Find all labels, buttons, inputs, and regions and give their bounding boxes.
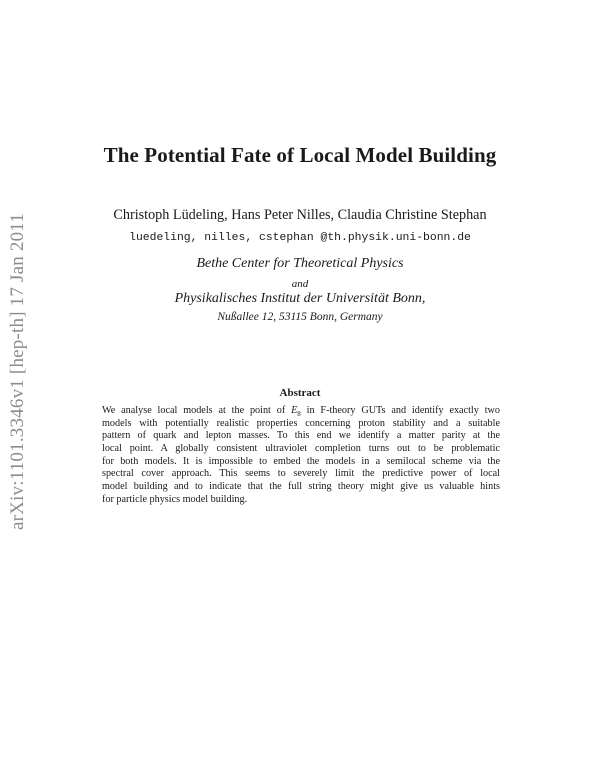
abstract-line: spectral cover approach. This seems to severely limit the predictive power of local (102, 468, 500, 480)
author-list: Christoph Lüdeling, Hans Peter Nilles, Claudia Christine Stephan (113, 207, 487, 223)
abstract-line: for particle physics model building. (102, 493, 248, 505)
abstract-text (102, 405, 500, 507)
affiliation-address: Nußallee 12, 53115 Bonn, Germany (217, 311, 383, 323)
e8-symbol: E (291, 405, 298, 416)
abstract-line: local point. A globally consistent ultraviolet completion turns out to be problematic (102, 443, 500, 455)
abstract-line: models with potentially realistic properties concerning proton stability and a suitable (102, 417, 500, 429)
arxiv-identifier-stamp[interactable]: arXiv:1101.3346v1 [hep-th] 17 Jan 2011 (7, 213, 28, 530)
affiliation-physikalisches-institut: Physikalisches Institut der Universität Bonn, (174, 291, 426, 306)
abstract-line (102, 405, 500, 418)
author-emails[interactable]: luedeling, nilles, cstephan @th.physik.uni-bonn.de (129, 232, 471, 244)
abstract-line-text: We analyse local models at the point of (102, 405, 292, 416)
abstract-line: model building and to indicate that the full string theory might give us valuable hints (102, 481, 500, 493)
abstract-line-text: in F-theory GUTs and identify exactly two (300, 405, 500, 416)
affiliation-bethe-center: Bethe Center for Theoretical Physics (196, 256, 404, 271)
abstract-line: pattern of quark and lepton masses. To this end we identify a matter parity at the (102, 430, 500, 442)
e8-subscript: 8 (297, 410, 301, 419)
paper-title: The Potential Fate of Local Model Building (103, 143, 497, 167)
affiliation-conjunction: and (291, 278, 309, 290)
abstract-heading: Abstract (279, 387, 321, 399)
abstract-line: for both models. It is impossible to embed the models in a semilocal scheme via the (102, 455, 500, 467)
